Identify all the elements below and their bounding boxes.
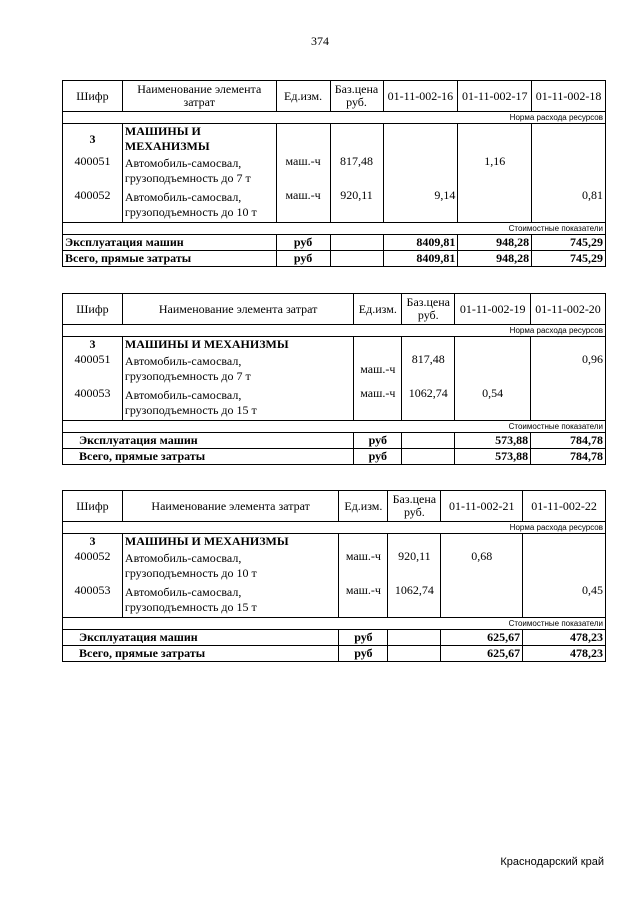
header-price: Баз.цена руб. xyxy=(388,491,441,522)
norms-table-2 xyxy=(62,293,606,465)
section-name: МАШИНЫ И МЕХАНИЗМЫ xyxy=(122,124,276,155)
ops-value: 8409,81 xyxy=(383,234,458,250)
machines-ops-label: Эксплуатация машин xyxy=(63,629,339,645)
resource-value: 0,81 xyxy=(532,188,606,222)
total-row xyxy=(63,448,606,464)
page-number: 374 xyxy=(311,34,329,48)
total-value: 573,88 xyxy=(455,448,531,464)
resource-value xyxy=(455,352,531,386)
total-label: Всего, прямые затраты xyxy=(63,250,277,266)
resource-unit: маш.-ч xyxy=(354,386,402,420)
table-row xyxy=(63,583,606,617)
header-price: Баз.цена руб. xyxy=(402,294,455,325)
resource-code: 400053 xyxy=(63,583,123,617)
resource-name-cont: грузоподъемность до 10 т xyxy=(124,566,257,580)
resource-value xyxy=(523,549,606,583)
total-value: 745,29 xyxy=(532,250,606,266)
resource-name: Автомобиль-самосвал, xyxy=(124,354,242,368)
ops-value: 745,29 xyxy=(532,234,606,250)
resource-value xyxy=(531,386,606,420)
machines-ops-row xyxy=(63,629,606,645)
resource-name: Автомобиль-самосвал, xyxy=(124,387,242,402)
unit-rub: руб xyxy=(354,432,402,448)
resource-price: 920,11 xyxy=(330,188,383,222)
resource-price: 920,11 xyxy=(388,549,441,583)
ops-value: 478,23 xyxy=(523,629,606,645)
section-code: 3 xyxy=(63,124,123,155)
total-value: 8409,81 xyxy=(383,250,458,266)
resource-value: 0,96 xyxy=(531,352,606,386)
header-code: 01-11-002-22 xyxy=(523,491,606,522)
resource-price: 1062,74 xyxy=(402,386,455,420)
total-value: 948,28 xyxy=(458,250,532,266)
resource-name-cont: грузоподъемность до 7 т xyxy=(124,171,251,185)
table-row xyxy=(63,549,606,583)
resource-value: 0,54 xyxy=(455,386,531,420)
resource-value xyxy=(383,154,458,188)
table-row xyxy=(63,352,606,386)
header-unit: Ед.изм. xyxy=(276,81,330,112)
total-value: 478,23 xyxy=(523,645,606,661)
header-code: 01-11-002-19 xyxy=(455,294,531,325)
footer-region: Краснодарский край xyxy=(500,856,604,868)
resource-name-cont: грузоподъемность до 10 т xyxy=(124,204,257,219)
resource-code: 400052 xyxy=(63,188,123,222)
resource-unit: маш.-ч xyxy=(354,352,402,386)
resource-code: 400051 xyxy=(63,154,123,188)
total-row xyxy=(63,250,606,266)
resource-value: 0,45 xyxy=(523,583,606,617)
resource-code: 400052 xyxy=(63,549,123,583)
resource-price: 817,48 xyxy=(402,352,455,386)
resource-name: Автомобиль-самосвал, xyxy=(124,189,242,204)
stoimost-label: Стоимостные показатели xyxy=(63,222,606,234)
resource-unit: маш.-ч xyxy=(276,154,330,188)
machines-ops-label: Эксплуатация машин xyxy=(63,234,277,250)
norma-label: Норма расхода ресурсов xyxy=(63,112,606,124)
total-label: Всего, прямые затраты xyxy=(63,448,354,464)
resource-value: 9,14 xyxy=(383,188,458,222)
header-code: 01-11-002-16 xyxy=(383,81,458,112)
unit-rub: руб xyxy=(339,645,388,661)
unit-rub: руб xyxy=(276,234,330,250)
ops-value: 625,67 xyxy=(441,629,523,645)
resource-value: 0,68 xyxy=(441,549,523,583)
total-value: 625,67 xyxy=(441,645,523,661)
header-name: Наименование элемента затрат xyxy=(122,81,276,112)
section-code: 3 xyxy=(63,534,123,550)
total-value: 784,78 xyxy=(531,448,606,464)
ops-value: 573,88 xyxy=(455,432,531,448)
resource-code: 400053 xyxy=(63,386,123,420)
resource-name: Автомобиль-самосвал, xyxy=(124,156,242,170)
machines-ops-row xyxy=(63,234,606,250)
ops-value: 948,28 xyxy=(458,234,532,250)
header-shifr: Шифр xyxy=(63,294,123,325)
resource-name: Автомобиль-самосвал, xyxy=(124,551,242,565)
total-label: Всего, прямые затраты xyxy=(63,645,339,661)
resource-value xyxy=(458,188,532,222)
header-shifr: Шифр xyxy=(63,81,123,112)
header-shifr: Шифр xyxy=(63,491,123,522)
stoimost-label: Стоимостные показатели xyxy=(63,617,606,629)
table-row xyxy=(63,154,606,188)
stoimost-label: Стоимостные показатели xyxy=(63,420,606,432)
resource-value: 1,16 xyxy=(458,154,532,188)
header-unit: Ед.изм. xyxy=(339,491,388,522)
resource-code: 400051 xyxy=(63,352,123,386)
norma-label: Норма расхода ресурсов xyxy=(63,325,606,337)
machines-ops-row xyxy=(63,432,606,448)
unit-rub: руб xyxy=(339,629,388,645)
header-code: 01-11-002-20 xyxy=(531,294,606,325)
unit-rub: руб xyxy=(354,448,402,464)
resource-unit: маш.-ч xyxy=(339,549,388,583)
section-name: МАШИНЫ И МЕХАНИЗМЫ xyxy=(122,534,339,550)
section-code: 3 xyxy=(63,337,123,353)
resource-unit: маш.-ч xyxy=(276,188,330,222)
header-name: Наименование элемента затрат xyxy=(122,491,339,522)
norms-table-3 xyxy=(62,490,606,662)
norma-label: Норма расхода ресурсов xyxy=(63,522,606,534)
resource-value xyxy=(532,154,606,188)
table-row xyxy=(63,386,606,420)
header-price: Баз.цена руб. xyxy=(330,81,383,112)
header-code: 01-11-002-17 xyxy=(458,81,532,112)
section-name: МАШИНЫ И МЕХАНИЗМЫ xyxy=(122,337,353,353)
resource-name-cont: грузоподъемность до 15 т xyxy=(124,402,257,417)
header-name: Наименование элемента затрат xyxy=(122,294,353,325)
ops-value: 784,78 xyxy=(531,432,606,448)
unit-rub: руб xyxy=(276,250,330,266)
norms-table-1 xyxy=(62,80,606,267)
total-row xyxy=(63,645,606,661)
resource-price: 817,48 xyxy=(330,154,383,188)
header-unit: Ед.изм. xyxy=(354,294,402,325)
table-row xyxy=(63,188,606,222)
machines-ops-label: Эксплуатация машин xyxy=(63,432,354,448)
resource-name-cont: грузоподъемность до 15 т xyxy=(124,599,257,614)
resource-name-cont: грузоподъемность до 7 т xyxy=(124,369,251,383)
resource-value xyxy=(441,583,523,617)
resource-unit: маш.-ч xyxy=(339,583,388,617)
resource-price: 1062,74 xyxy=(388,583,441,617)
header-code: 01-11-002-21 xyxy=(441,491,523,522)
header-code: 01-11-002-18 xyxy=(532,81,606,112)
resource-name: Автомобиль-самосвал, xyxy=(124,584,242,599)
